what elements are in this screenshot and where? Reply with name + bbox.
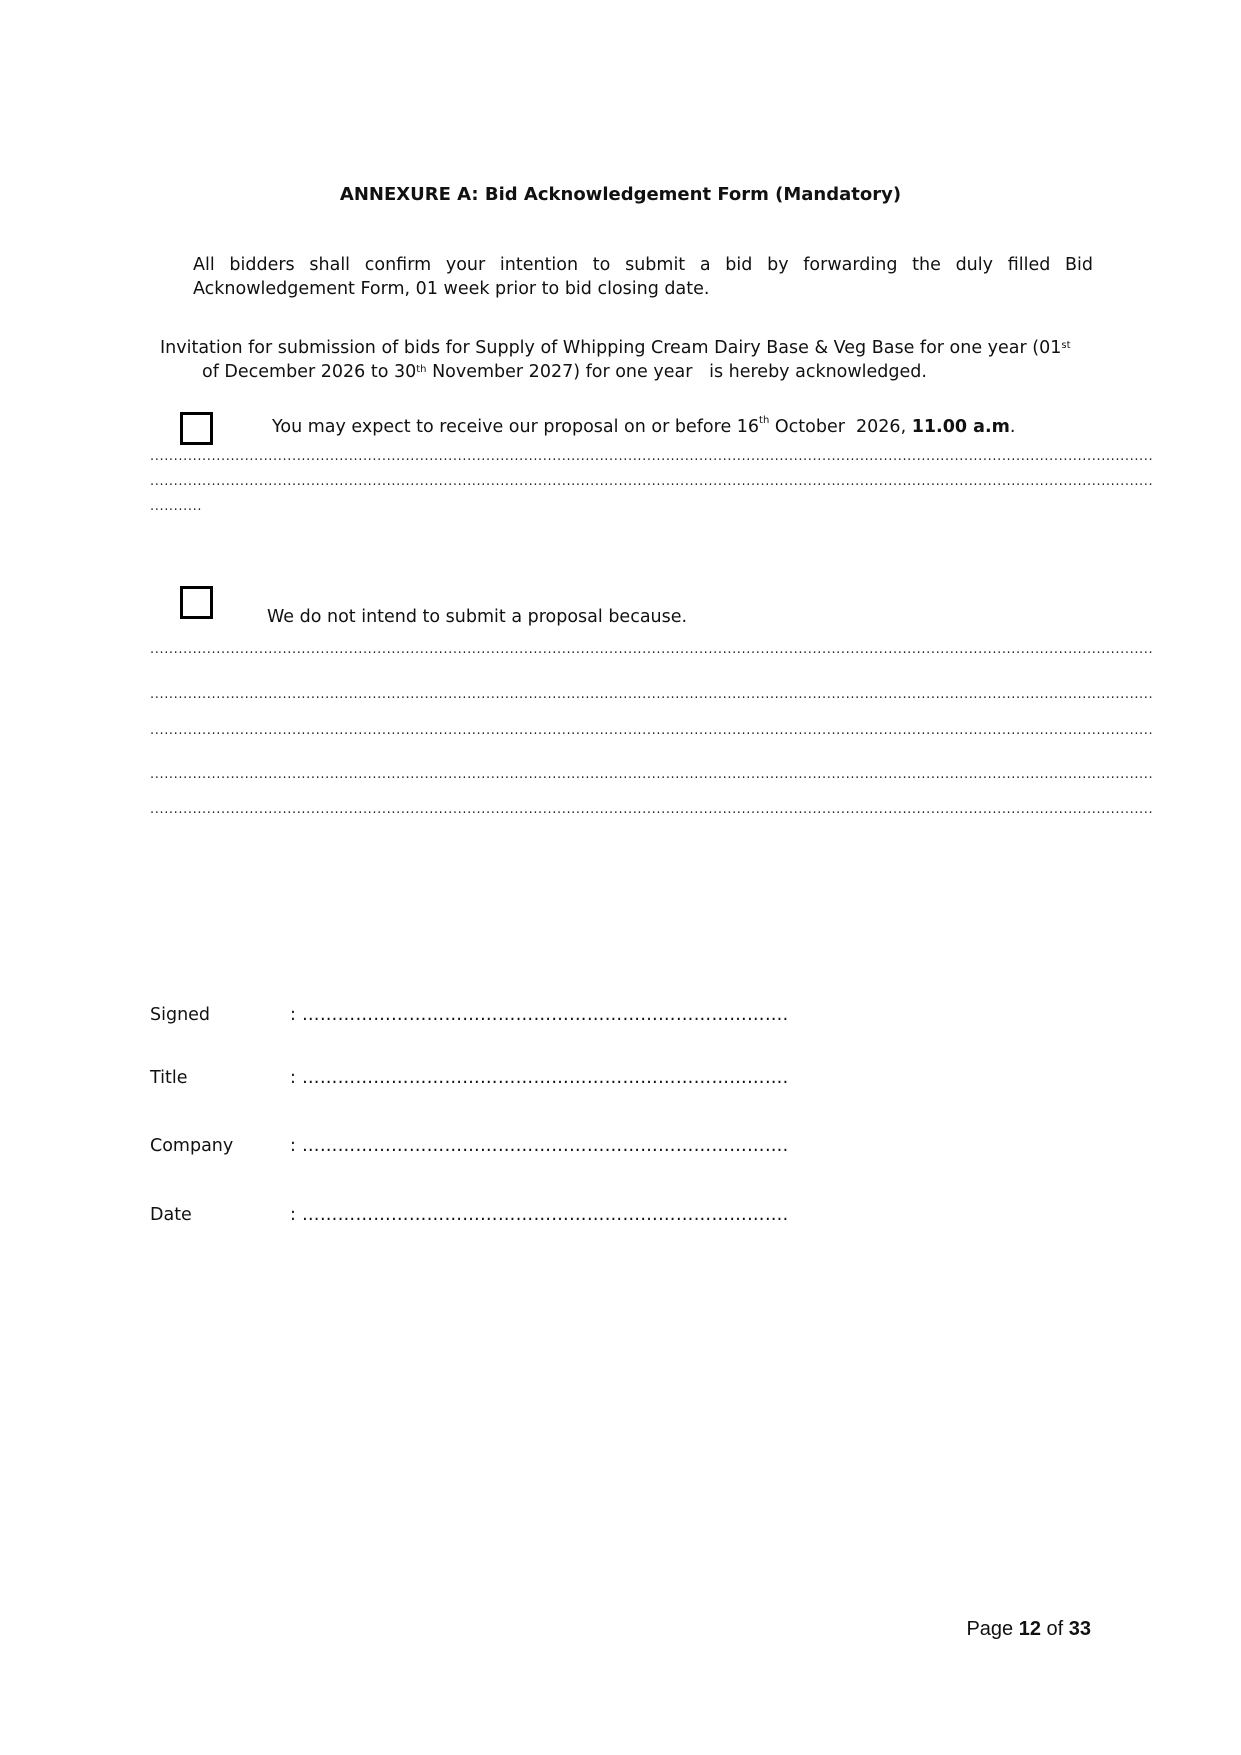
title-label: Title	[150, 1068, 188, 1088]
date-label: Date	[150, 1205, 192, 1225]
company-label: Company	[150, 1136, 234, 1156]
form-title: ANNEXURE A: Bid Acknowledgement Form (Mandatory)	[339, 184, 902, 205]
decline-proposal-label: We do not intend to submit a proposal because.	[267, 607, 688, 627]
decline-proposal-checkbox[interactable]	[180, 586, 213, 619]
company-field[interactable]: : ……………………………………………………………………….	[290, 1136, 789, 1156]
dotted-line[interactable]: ....................................................................................................................................................................................................................	[150, 687, 1154, 702]
dotted-line-short[interactable]: ...........	[150, 499, 203, 514]
dotted-line[interactable]: ....................................................................................................................................................................................................................	[150, 474, 1154, 489]
invitation-line-1: Invitation for submission of bids for Supply of Whipping Cream Dairy Base & Veg Base for one year (01st	[160, 338, 1071, 358]
invitation-line-2: of December 2026 to 30th November 2027) for one year is hereby acknowledged.	[202, 362, 927, 382]
title-field[interactable]: : ……………………………………………………………………….	[290, 1068, 789, 1088]
dotted-line[interactable]: ....................................................................................................................................................................................................................	[150, 723, 1154, 738]
page-number: Page 12 of 33	[966, 1618, 1091, 1640]
invitation-paragraph	[160, 336, 1090, 384]
receive-proposal-label: You may expect to receive our proposal on or before 16th October 2026, 11.00 a.m.	[272, 415, 1016, 437]
signed-field[interactable]: : ……………………………………………………………………….	[290, 1005, 789, 1025]
dotted-line[interactable]: ....................................................................................................................................................................................................................	[150, 767, 1154, 782]
receive-proposal-checkbox[interactable]	[180, 412, 213, 445]
signed-label: Signed	[150, 1005, 211, 1025]
date-field[interactable]: : ……………………………………………………………………….	[290, 1205, 789, 1225]
intro-paragraph: All bidders shall confirm your intention to submit a bid by forwarding the duly filled Bid Acknowledgement Form, 01 week prior to bid closing date.	[193, 255, 1093, 299]
dotted-line[interactable]: ....................................................................................................................................................................................................................	[150, 642, 1154, 657]
dotted-line[interactable]: ....................................................................................................................................................................................................................	[150, 802, 1154, 817]
dotted-line[interactable]: ....................................................................................................................................................................................................................	[150, 449, 1154, 464]
